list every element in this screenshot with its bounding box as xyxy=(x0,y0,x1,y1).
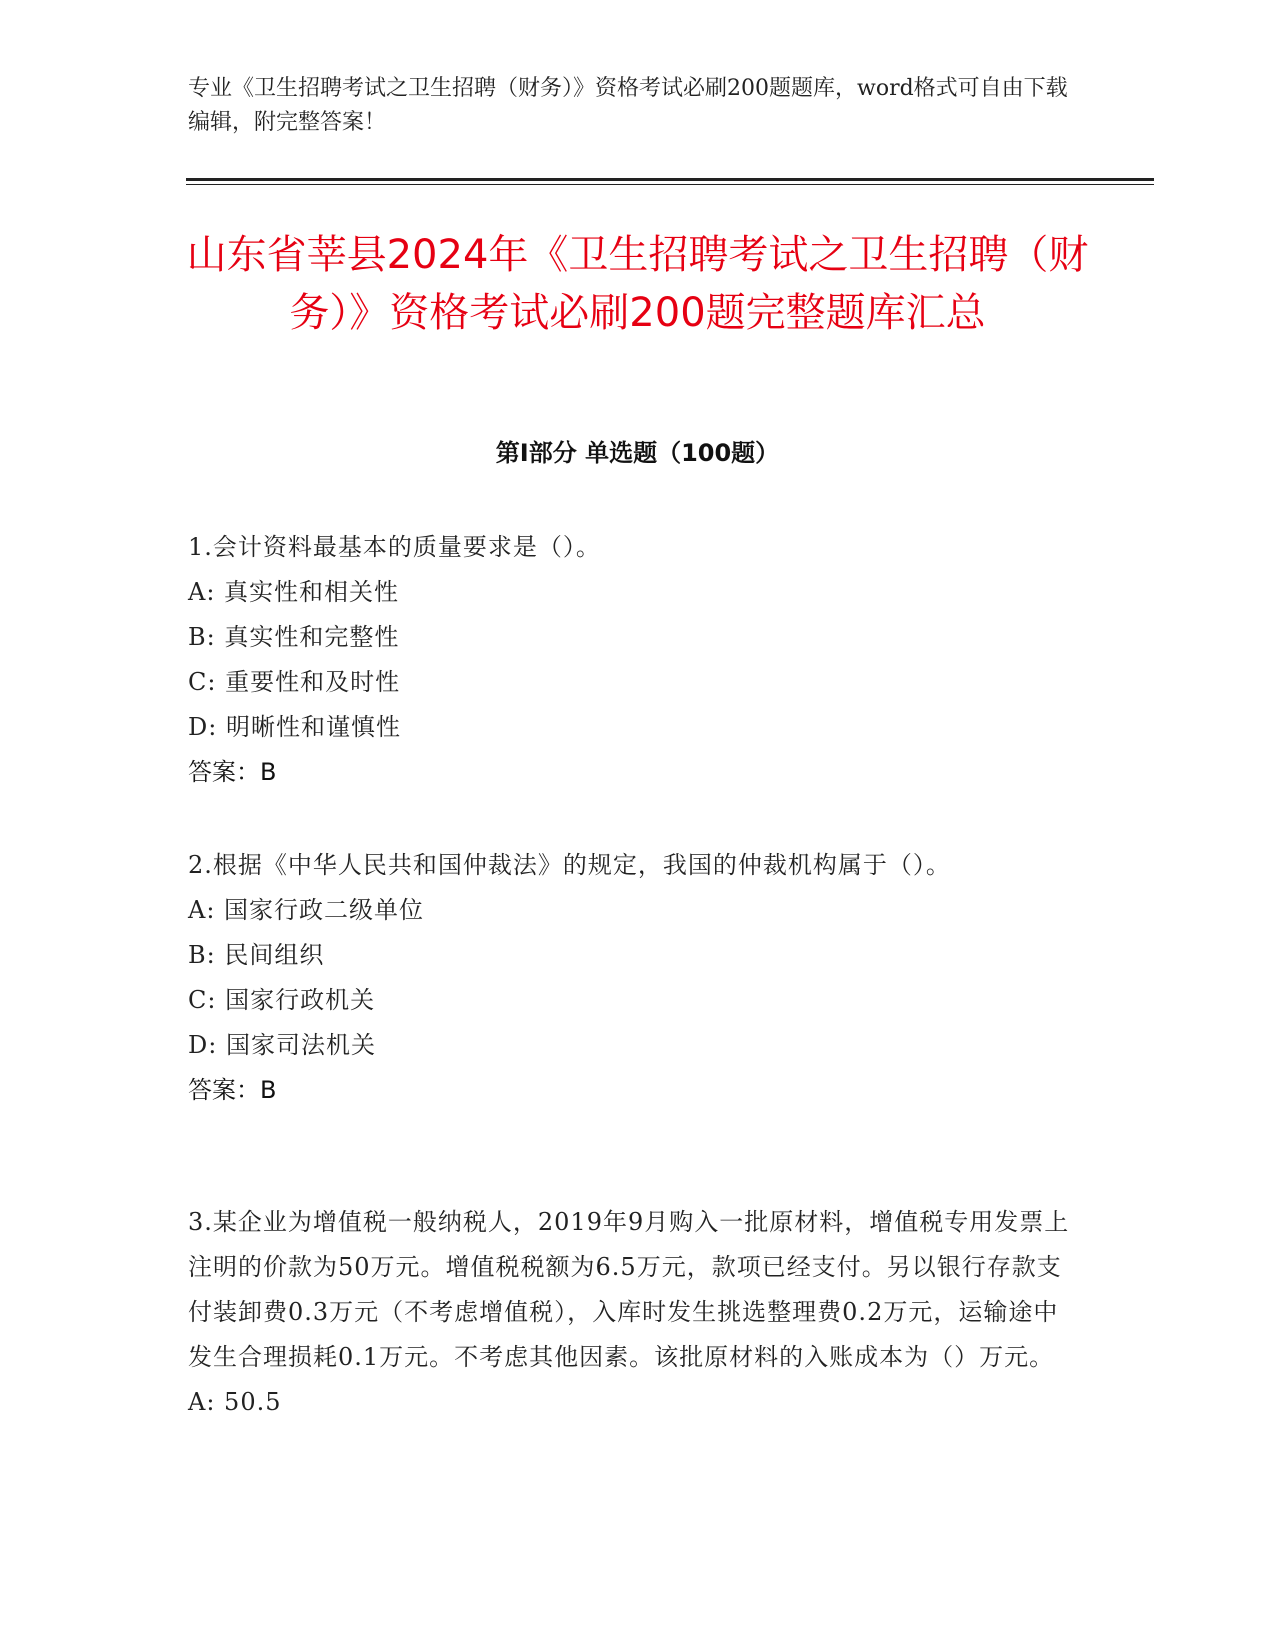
header-note: 专业《卫生招聘考试之卫生招聘（财务）》资格考试必刷200题题库，word格式可自由下载编辑，附完整答案！ xyxy=(188,76,1068,135)
option-a: A: 国家行政二级单位 xyxy=(188,896,425,924)
question-1 xyxy=(188,525,1078,795)
header-rule-thick xyxy=(186,178,1154,181)
answer: 答案：B xyxy=(188,1076,277,1104)
answer: 答案：B xyxy=(188,758,277,786)
option-a: A: 50.5 xyxy=(188,1388,282,1416)
question-3 xyxy=(188,1200,1078,1425)
option-c: C: 国家行政机关 xyxy=(188,986,376,1014)
option-b: B: 真实性和完整性 xyxy=(188,623,400,651)
document-title: 山东省莘县2024年《卫生招聘考试之卫生招聘（财务）》资格考试必刷200题完整题库汇总 xyxy=(186,232,1089,336)
question-2 xyxy=(188,843,1078,1113)
option-d: D: 明晰性和谨慎性 xyxy=(188,713,401,741)
question-stem: 3.某企业为增值税一般纳税人，2019年9月购入一批原材料，增值税专用发票上注明的价款为50万元。增值税税额为6.5万元，款项已经支付。另以银行存款支付装卸费0.3万元（不考虑增值税），入库时发生挑选整理费0.2万元，运输途中发生合理损耗0.1万元。不考虑其他因素。该批原材料的入账成本为（）万元。 xyxy=(188,1208,1070,1371)
question-stem: 2.根据《中华人民共和国仲裁法》的规定，我国的仲裁机构属于（）。 xyxy=(188,851,951,879)
option-a: A: 真实性和相关性 xyxy=(188,578,400,606)
question-stem: 1.会计资料最基本的质量要求是（）。 xyxy=(188,533,601,561)
header-rule-thin xyxy=(186,184,1154,185)
option-d: D: 国家司法机关 xyxy=(188,1031,376,1059)
option-c: C: 重要性和及时性 xyxy=(188,668,401,696)
section-title: 第I部分 单选题（100题） xyxy=(495,439,780,467)
option-b: B: 民间组织 xyxy=(188,941,325,969)
